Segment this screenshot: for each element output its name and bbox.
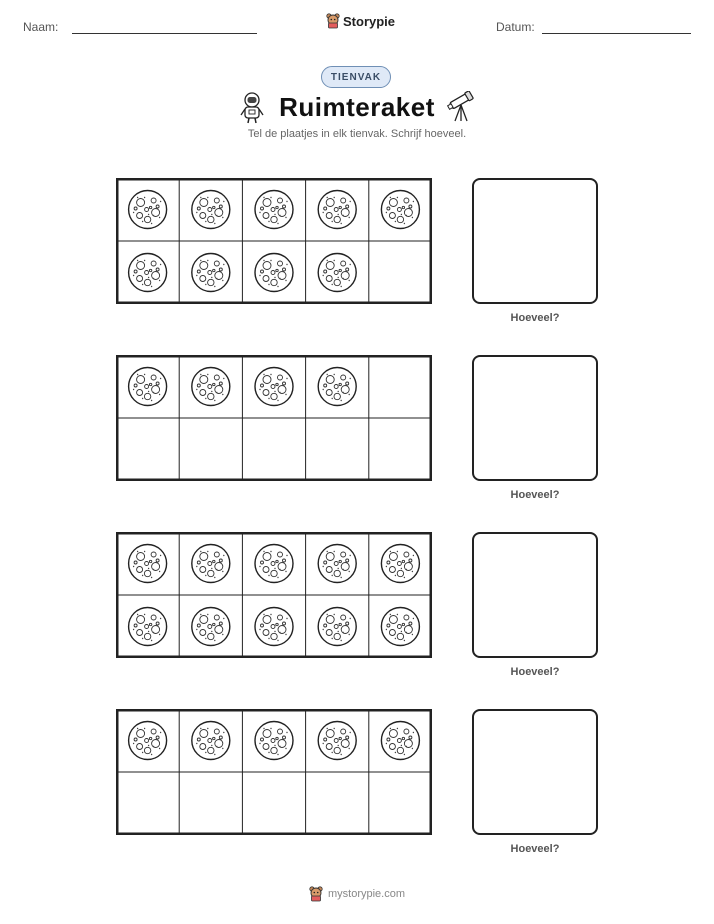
- ten-frame-grid: [116, 178, 432, 304]
- ten-frame-2: [116, 355, 432, 481]
- moon-icon: [192, 608, 230, 646]
- ten-frame-3: [116, 532, 432, 658]
- instructions: Tel de plaatjes in elk tienvak. Schrijf hoeveel.: [247, 128, 467, 140]
- storypie-bear-icon: [309, 886, 323, 902]
- answer-box-3[interactable]: [472, 532, 598, 658]
- moon-icon: [318, 545, 356, 583]
- answer-box-2[interactable]: [472, 355, 598, 481]
- name-label: Naam:: [23, 20, 59, 34]
- answer-prompt-3: Hoeveel?: [510, 666, 560, 678]
- moon-icon: [381, 545, 419, 583]
- ten-frame-grid: [116, 709, 432, 835]
- moon-icon: [318, 254, 356, 292]
- date-label: Datum:: [496, 20, 535, 34]
- moon-icon: [381, 191, 419, 229]
- moon-icon: [192, 254, 230, 292]
- moon-icon: [129, 722, 167, 760]
- moon-icon: [129, 191, 167, 229]
- storypie-bear-icon: [326, 13, 340, 29]
- page-title: Ruimteraket: [279, 92, 435, 122]
- answer-prompt-2: Hoeveel?: [510, 489, 560, 501]
- moon-icon: [255, 722, 293, 760]
- moon-icon: [255, 608, 293, 646]
- moon-icon: [318, 722, 356, 760]
- moon-icon: [192, 368, 230, 406]
- moon-icon: [255, 545, 293, 583]
- moon-icon: [381, 608, 419, 646]
- moon-icon: [255, 368, 293, 406]
- moon-icon: [129, 254, 167, 292]
- telescope-icon: [446, 91, 476, 123]
- moon-icon: [192, 722, 230, 760]
- ten-frame-4: [116, 709, 432, 835]
- footer: [0, 886, 714, 902]
- moon-icon: [381, 722, 419, 760]
- moon-icon: [318, 608, 356, 646]
- moon-icon: [192, 191, 230, 229]
- moon-icon: [129, 608, 167, 646]
- ten-frame-1: [116, 178, 432, 304]
- answer-prompt-1: Hoeveel?: [510, 312, 560, 324]
- moon-icon: [318, 368, 356, 406]
- moon-icon: [192, 545, 230, 583]
- footer-url[interactable]: mystorypie.com: [327, 888, 406, 900]
- moon-icon: [129, 368, 167, 406]
- date-line[interactable]: [542, 33, 691, 34]
- answer-prompt-4: Hoeveel?: [510, 843, 560, 855]
- ten-frame-grid: [116, 532, 432, 658]
- moon-icon: [255, 254, 293, 292]
- name-line[interactable]: [72, 33, 257, 34]
- answer-box-4[interactable]: [472, 709, 598, 835]
- answer-box-1[interactable]: [472, 178, 598, 304]
- moon-icon: [255, 191, 293, 229]
- brand-name: Storypie: [343, 13, 396, 29]
- brand-logo: [326, 13, 395, 29]
- category-badge: TIENVAK: [321, 66, 391, 88]
- ten-frame-grid: [116, 355, 432, 481]
- moon-icon: [129, 545, 167, 583]
- moon-icon: [318, 191, 356, 229]
